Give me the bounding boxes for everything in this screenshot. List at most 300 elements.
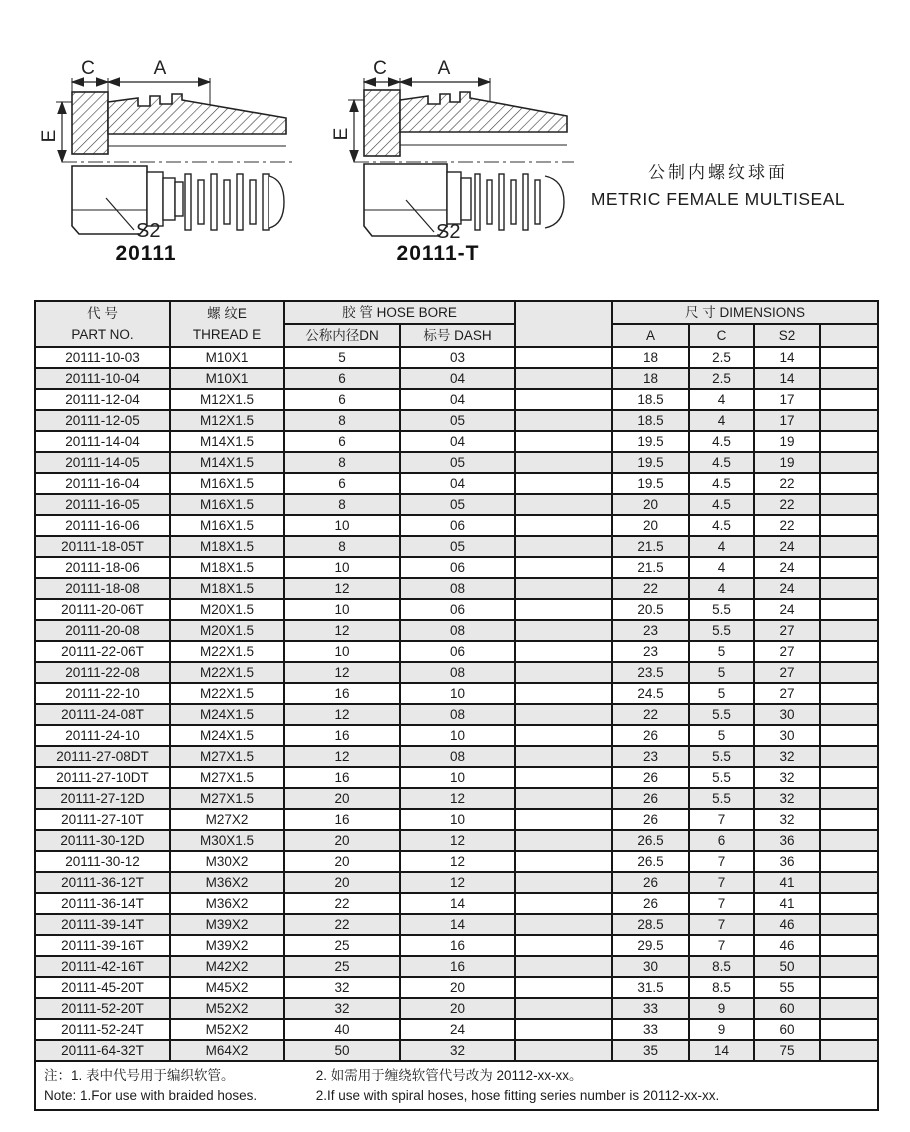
table-cell: 33: [612, 1019, 689, 1040]
table-cell: 24: [754, 578, 820, 599]
table-cell: 32: [754, 767, 820, 788]
table-cell: 32: [754, 746, 820, 767]
table-cell: 5.5: [689, 788, 754, 809]
table-row: [35, 494, 878, 515]
table-cell: 5: [284, 347, 400, 368]
table-cell: 4.5: [689, 473, 754, 494]
table-cell: 2.5: [689, 368, 754, 389]
table-cell: 20111-39-14T: [35, 914, 170, 935]
table-cell: 30: [754, 725, 820, 746]
table-cell: 20111-52-20T: [35, 998, 170, 1019]
header-dash: 标号 DASH: [400, 324, 515, 347]
table-cell: 27: [754, 683, 820, 704]
table-cell: [515, 704, 612, 725]
table-cell: [515, 683, 612, 704]
table-row: [35, 935, 878, 956]
table-cell: 20111-10-04: [35, 368, 170, 389]
table-cell: M27X2: [170, 809, 284, 830]
table-cell: [820, 452, 878, 473]
dim-label-c: C: [81, 58, 95, 79]
dim-label-e: E: [331, 127, 352, 141]
table-cell: 5: [689, 683, 754, 704]
table-cell: [515, 347, 612, 368]
table-cell: 23: [612, 620, 689, 641]
table-row: [35, 914, 878, 935]
table-cell: 7: [689, 851, 754, 872]
table-cell: 7: [689, 935, 754, 956]
table-cell: M22X1.5: [170, 683, 284, 704]
table-cell: 20: [400, 977, 515, 998]
table-cell: 4: [689, 536, 754, 557]
table-cell: 20111-27-12D: [35, 788, 170, 809]
table-row: [35, 830, 878, 851]
table-cell: [515, 473, 612, 494]
table-row: [35, 431, 878, 452]
table-cell: 35: [612, 1040, 689, 1061]
table-cell: 22: [284, 893, 400, 914]
table-cell: 50: [754, 956, 820, 977]
table-row: [35, 578, 878, 599]
table-cell: 19: [754, 431, 820, 452]
table-cell: 32: [754, 788, 820, 809]
table-cell: [515, 977, 612, 998]
table-row: [35, 368, 878, 389]
fitting-drawing-20111: [39, 50, 298, 245]
table-row: [35, 809, 878, 830]
table-cell: 60: [754, 1019, 820, 1040]
table-row: [35, 956, 878, 977]
table-cell: 26: [612, 872, 689, 893]
table-cell: M36X2: [170, 872, 284, 893]
table-cell: 18.5: [612, 389, 689, 410]
technical-drawing-icon: [331, 50, 577, 243]
table-cell: 16: [400, 956, 515, 977]
table-cell: [820, 410, 878, 431]
table-cell: 4: [689, 389, 754, 410]
table-cell: M64X2: [170, 1040, 284, 1061]
table-cell: M27X1.5: [170, 746, 284, 767]
table-cell: 5.5: [689, 746, 754, 767]
table-cell: 10: [400, 767, 515, 788]
table-cell: 05: [400, 452, 515, 473]
table-cell: 32: [400, 1040, 515, 1061]
table-cell: 18: [612, 347, 689, 368]
table-cell: 20111-22-06T: [35, 641, 170, 662]
table-cell: 05: [400, 410, 515, 431]
page-title-english: METRIC FEMALE MULTISEAL: [590, 189, 846, 209]
table-cell: M24X1.5: [170, 704, 284, 725]
table-cell: 05: [400, 536, 515, 557]
table-cell: 22: [612, 578, 689, 599]
table-cell: 04: [400, 368, 515, 389]
table-cell: [820, 347, 878, 368]
table-cell: 16: [284, 725, 400, 746]
table-cell: 28.5: [612, 914, 689, 935]
table-cell: 20111-42-16T: [35, 956, 170, 977]
table-cell: 18: [612, 368, 689, 389]
table-cell: 10: [400, 683, 515, 704]
table-cell: 25: [284, 956, 400, 977]
table-row: [35, 452, 878, 473]
dim-label-s2: S2: [136, 220, 161, 242]
table-cell: 32: [754, 809, 820, 830]
table-cell: 2.5: [689, 347, 754, 368]
table-cell: 20111-22-08: [35, 662, 170, 683]
table-cell: 20111-18-05T: [35, 536, 170, 557]
table-cell: 04: [400, 431, 515, 452]
table-cell: 50: [284, 1040, 400, 1061]
table-cell: 20111-20-08: [35, 620, 170, 641]
table-cell: 08: [400, 578, 515, 599]
table-cell: 9: [689, 998, 754, 1019]
table-row: [35, 998, 878, 1019]
header-col-c: C: [689, 324, 754, 347]
table-cell: 26: [612, 809, 689, 830]
table-cell: M24X1.5: [170, 725, 284, 746]
table-cell: 10: [284, 515, 400, 536]
title-block: [548, 158, 888, 210]
table-cell: 20: [400, 998, 515, 1019]
table-cell: M12X1.5: [170, 410, 284, 431]
table-cell: [820, 620, 878, 641]
header-part-no: 代 号 PART NO.: [35, 301, 170, 347]
table-cell: 20111-27-08DT: [35, 746, 170, 767]
table-row: [35, 746, 878, 767]
table-cell: [820, 704, 878, 725]
table-cell: 08: [400, 620, 515, 641]
dim-label-s2: S2: [436, 221, 461, 243]
table-cell: [515, 788, 612, 809]
table-cell: 10: [284, 599, 400, 620]
table-cell: [820, 557, 878, 578]
table-cell: 46: [754, 914, 820, 935]
table-cell: 27: [754, 662, 820, 683]
table-cell: 4.5: [689, 494, 754, 515]
table-cell: [515, 851, 612, 872]
table-cell: [515, 389, 612, 410]
table-cell: [820, 893, 878, 914]
table-cell: [515, 956, 612, 977]
table-cell: 6: [284, 389, 400, 410]
table-cell: 8: [284, 494, 400, 515]
table-cell: 20111-24-10: [35, 725, 170, 746]
table-cell: [820, 683, 878, 704]
table-cell: [515, 494, 612, 515]
table-cell: 25: [284, 935, 400, 956]
table-cell: 26: [612, 893, 689, 914]
header-empty-middle: [515, 301, 612, 347]
table-cell: [820, 431, 878, 452]
table-cell: 22: [612, 704, 689, 725]
table-cell: [515, 578, 612, 599]
header-empty-right: [820, 324, 878, 347]
table-cell: 16: [284, 683, 400, 704]
table-cell: [820, 851, 878, 872]
table-cell: 4: [689, 410, 754, 431]
table-cell: 12: [284, 704, 400, 725]
table-cell: 04: [400, 473, 515, 494]
table-cell: 30: [612, 956, 689, 977]
table-cell: 20111-36-14T: [35, 893, 170, 914]
table-cell: [515, 620, 612, 641]
table-cell: 20: [284, 788, 400, 809]
table-cell: 20: [284, 872, 400, 893]
figure-caption-20111: 20111: [115, 242, 177, 265]
table-cell: 20111-18-06: [35, 557, 170, 578]
table-cell: 9: [689, 1019, 754, 1040]
table-cell: [515, 536, 612, 557]
table-cell: 8.5: [689, 956, 754, 977]
table-cell: 10: [400, 809, 515, 830]
table-cell: 6: [284, 368, 400, 389]
table-cell: [820, 536, 878, 557]
table-cell: 12: [400, 830, 515, 851]
table-cell: M14X1.5: [170, 452, 284, 473]
table-cell: [515, 662, 612, 683]
table-cell: 31.5: [612, 977, 689, 998]
table-cell: M14X1.5: [170, 431, 284, 452]
table-cell: 12: [284, 746, 400, 767]
header-col-s2: S2: [754, 324, 820, 347]
table-row: [35, 788, 878, 809]
table-header: [35, 301, 878, 347]
table-cell: 05: [400, 494, 515, 515]
table-cell: M30X2: [170, 851, 284, 872]
table-cell: 55: [754, 977, 820, 998]
table-cell: 32: [284, 998, 400, 1019]
dim-label-a: A: [437, 58, 451, 79]
table-cell: 24.5: [612, 683, 689, 704]
table-cell: M52X2: [170, 998, 284, 1019]
table-cell: 20111-10-03: [35, 347, 170, 368]
table-cell: 5: [689, 641, 754, 662]
table-row: [35, 599, 878, 620]
table-cell: 20111-16-06: [35, 515, 170, 536]
table-cell: 23.5: [612, 662, 689, 683]
table-cell: M16X1.5: [170, 473, 284, 494]
table-cell: 04: [400, 389, 515, 410]
table-cell: 12: [284, 620, 400, 641]
table-row: [35, 662, 878, 683]
table-cell: 26.5: [612, 830, 689, 851]
table-cell: [515, 830, 612, 851]
table-cell: 22: [754, 473, 820, 494]
table-cell: 26: [612, 767, 689, 788]
table-cell: [820, 662, 878, 683]
table-cell: [515, 935, 612, 956]
table-row: [35, 767, 878, 788]
dim-label-c: C: [373, 58, 387, 79]
table-row: [35, 893, 878, 914]
table-cell: 06: [400, 641, 515, 662]
table-cell: 06: [400, 599, 515, 620]
table-cell: 06: [400, 515, 515, 536]
table-cell: 5: [689, 725, 754, 746]
header-dimensions-group: 尺 寸 DIMENSIONS: [612, 301, 878, 324]
table-row: [35, 1019, 878, 1040]
table-cell: M22X1.5: [170, 641, 284, 662]
table-cell: 27: [754, 620, 820, 641]
table-cell: 16: [284, 767, 400, 788]
table-cell: 4: [689, 557, 754, 578]
table-cell: [820, 473, 878, 494]
table-row: [35, 389, 878, 410]
header-thread: 螺 纹E THREAD E: [170, 301, 284, 347]
table-row: [35, 704, 878, 725]
table-cell: 36: [754, 851, 820, 872]
table-cell: M10X1: [170, 368, 284, 389]
table-cell: 19.5: [612, 473, 689, 494]
table-cell: 20111-18-08: [35, 578, 170, 599]
table-cell: 19.5: [612, 431, 689, 452]
table-cell: M18X1.5: [170, 578, 284, 599]
fitting-drawing-20111-T: [331, 50, 577, 245]
table-cell: 41: [754, 872, 820, 893]
table-row: [35, 977, 878, 998]
table-cell: [515, 872, 612, 893]
table-cell: 20111-27-10T: [35, 809, 170, 830]
table-cell: 26: [612, 725, 689, 746]
table-cell: [820, 956, 878, 977]
table-cell: 20111-16-04: [35, 473, 170, 494]
table-cell: [820, 599, 878, 620]
table-cell: M39X2: [170, 914, 284, 935]
table-cell: [515, 767, 612, 788]
table-cell: M45X2: [170, 977, 284, 998]
table-cell: [515, 557, 612, 578]
table-cell: M39X2: [170, 935, 284, 956]
table-cell: [820, 494, 878, 515]
table-cell: M27X1.5: [170, 767, 284, 788]
table-cell: 36: [754, 830, 820, 851]
header-col-a: A: [612, 324, 689, 347]
table-cell: [515, 599, 612, 620]
table-cell: 16: [400, 935, 515, 956]
table-cell: M30X1.5: [170, 830, 284, 851]
table-cell: 20: [284, 851, 400, 872]
table-cell: 24: [400, 1019, 515, 1040]
table-cell: [515, 1019, 612, 1040]
table-cell: 14: [400, 893, 515, 914]
table-cell: 5.5: [689, 704, 754, 725]
dim-label-a: A: [153, 58, 167, 79]
table-cell: 20111-16-05: [35, 494, 170, 515]
table-cell: 21.5: [612, 557, 689, 578]
table-cell: 4.5: [689, 515, 754, 536]
table-cell: [820, 872, 878, 893]
table-cell: 5.5: [689, 620, 754, 641]
table-cell: 60: [754, 998, 820, 1019]
spec-table: [34, 300, 879, 1111]
table-cell: [820, 1019, 878, 1040]
table-cell: M16X1.5: [170, 494, 284, 515]
table-cell: 75: [754, 1040, 820, 1061]
table-cell: 23: [612, 746, 689, 767]
table-cell: 20111-24-08T: [35, 704, 170, 725]
table-row: [35, 641, 878, 662]
table-cell: M12X1.5: [170, 389, 284, 410]
table-cell: 29.5: [612, 935, 689, 956]
table-cell: [820, 578, 878, 599]
table-cell: 27: [754, 641, 820, 662]
table-cell: 21.5: [612, 536, 689, 557]
table-row: [35, 851, 878, 872]
table-cell: 20111-12-05: [35, 410, 170, 431]
table-row: [35, 872, 878, 893]
table-cell: [820, 746, 878, 767]
table-cell: [515, 746, 612, 767]
header-dn: 公称内径DN: [284, 324, 400, 347]
table-row: [35, 683, 878, 704]
table-cell: 8: [284, 452, 400, 473]
table-cell: 20: [612, 515, 689, 536]
table-row: [35, 347, 878, 368]
table-cell: 20111-36-12T: [35, 872, 170, 893]
dim-label-e: E: [39, 129, 60, 143]
table-cell: 20: [612, 494, 689, 515]
table-cell: M22X1.5: [170, 662, 284, 683]
table-cell: [820, 368, 878, 389]
table-cell: 6: [284, 431, 400, 452]
table-cell: 19.5: [612, 452, 689, 473]
table-cell: [820, 998, 878, 1019]
table-cell: 4.5: [689, 431, 754, 452]
table-cell: M27X1.5: [170, 788, 284, 809]
table-cell: [820, 977, 878, 998]
table-cell: 08: [400, 704, 515, 725]
table-cell: 20111-20-06T: [35, 599, 170, 620]
table-cell: 20111-14-05: [35, 452, 170, 473]
table-cell: 41: [754, 893, 820, 914]
table-cell: 46: [754, 935, 820, 956]
table-cell: [820, 725, 878, 746]
table-row: [35, 536, 878, 557]
table-cell: 5.5: [689, 767, 754, 788]
table-cell: 20111-14-04: [35, 431, 170, 452]
table-cell: 17: [754, 389, 820, 410]
table-cell: [820, 809, 878, 830]
table-cell: 22: [754, 515, 820, 536]
table-cell: 5.5: [689, 599, 754, 620]
table-cell: 24: [754, 599, 820, 620]
table-cell: 20111-52-24T: [35, 1019, 170, 1040]
table-cell: [515, 641, 612, 662]
table-cell: [515, 998, 612, 1019]
table-cell: 12: [284, 662, 400, 683]
table-cell: 08: [400, 746, 515, 767]
table-cell: 22: [284, 914, 400, 935]
table-cell: [820, 515, 878, 536]
table-cell: 20.5: [612, 599, 689, 620]
table-cell: 33: [612, 998, 689, 1019]
table-notes: [35, 1061, 878, 1110]
table-cell: 08: [400, 662, 515, 683]
table-cell: [820, 1040, 878, 1061]
table-cell: [515, 431, 612, 452]
table-cell: [820, 914, 878, 935]
table-cell: [820, 788, 878, 809]
table-cell: 7: [689, 872, 754, 893]
table-cell: [515, 1040, 612, 1061]
header-hose-bore-group: 胶 管 HOSE BORE: [284, 301, 515, 324]
figure-caption-20111-T: 20111-T: [396, 242, 480, 265]
table-cell: 4: [689, 578, 754, 599]
note-line-english: Note: 1.For use with braided hoses. 2.If use with spiral hoses, hose fitting series number is 20112-xx-xx.: [44, 1087, 720, 1103]
table-row: [35, 473, 878, 494]
table-cell: 14: [754, 368, 820, 389]
table-cell: 20111-12-04: [35, 389, 170, 410]
table-row: [35, 620, 878, 641]
